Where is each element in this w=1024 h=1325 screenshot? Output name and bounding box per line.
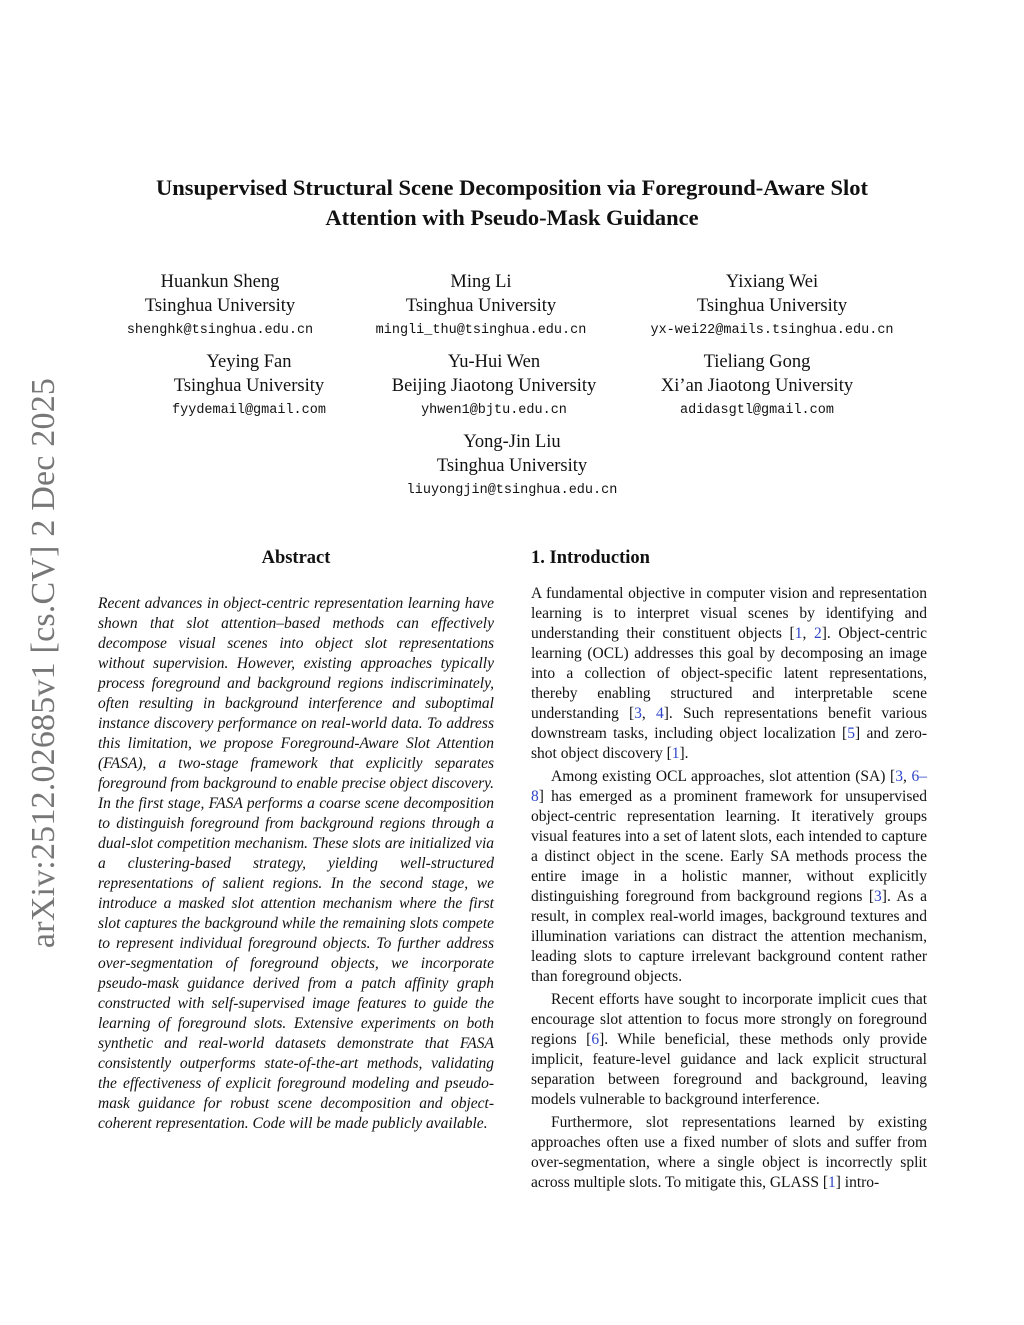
author-affiliation: Xi’an Jiaotong University (660, 376, 854, 396)
author-email[interactable]: fyydemail@gmail.com (172, 403, 326, 418)
author-name: Tieliang Gong (703, 352, 811, 372)
text-run: ] and zero-shot object discovery [ (531, 725, 927, 762)
text-run: ]. Object-centric learning (OCL) addresses this goal by decomposing an image into a collection of object-specific latent representations, thereby enabling structured and interpretable scene understanding [ (531, 625, 928, 722)
author-block (650, 270, 893, 344)
text-run: A fundamental objective in computer vision and representation learning is to interpret visual scenes by identifying and understanding their constituent objects [ (531, 585, 927, 642)
author-block (407, 430, 618, 504)
text-run: , (902, 768, 912, 785)
intro-paragraph-4 (531, 1113, 927, 1193)
citation-link[interactable]: 6 (591, 1031, 600, 1048)
author-block (661, 350, 853, 424)
text-run: Recent efforts have sought to incorporate implicit cues that encourage slot attention to focus more strongly on foreground regions [ (531, 991, 927, 1048)
citation-link[interactable]: 5 (847, 725, 855, 742)
abstract-text (98, 594, 494, 1134)
text-run: , (641, 705, 656, 722)
author-email[interactable]: shenghk@tsinghua.edu.cn (126, 323, 314, 338)
arxiv-side-stamp: arXiv:2512.02685v1 [cs.CV] 2 Dec 2025 (25, 377, 62, 949)
author-block (392, 350, 597, 424)
title-line-2: Attention with Pseudo-Mask Guidance (325, 205, 699, 230)
author-name: Yeying Fan (206, 352, 292, 372)
text-run: ]. While beneficial, these methods only provide implicit, feature-level guidance and lack explicit structural separation between foreground and background, leaving models vulnerable to background interference. (531, 1031, 927, 1108)
title-line-1: Unsupervised Structural Scene Decomposition via Foreground-Aware Slot (155, 175, 869, 200)
intro-paragraph-2 (531, 767, 927, 987)
author-block (172, 350, 326, 424)
text-run: ]. (679, 745, 689, 762)
abstract-heading: Abstract (261, 548, 331, 568)
author-email[interactable]: mingli_thu@tsinghua.edu.cn (375, 323, 587, 338)
author-email[interactable]: yx-wei22@mails.tsinghua.edu.cn (650, 323, 894, 338)
author-affiliation: Tsinghua University (436, 456, 588, 476)
citation-link[interactable]: 1 (671, 745, 680, 762)
intro-paragraph-3 (531, 990, 927, 1110)
author-name: Yong-Jin Liu (463, 432, 561, 452)
text-run: Furthermore, slot representations learned by existing approaches often use a fixed number of slots and suffer from over-segmentation, where a single object is incorrectly split across multiple slots. To mitigate this, GLASS [ (531, 1114, 927, 1191)
citation-link[interactable]: 6–8 (531, 768, 927, 805)
text-run: ] has emerged as a prominent framework for unsupervised object-centric representation learning. It iteratively groups visual features into a set of latent slots, each intended to capture a distinct object in the scene. Early SA methods process the entire image in a holistic manner, without explicitly distinguishing foreground from background regions [ (531, 788, 927, 905)
citation-link[interactable]: 2 (813, 625, 822, 642)
text-run: Among existing OCL approaches, slot attention (SA) [ (551, 768, 896, 785)
introduction-body (531, 584, 927, 1193)
citation-link[interactable]: 3 (895, 768, 903, 785)
author-affiliation: Tsinghua University (696, 296, 848, 316)
author-affiliation: Tsinghua University (144, 296, 296, 316)
author-affiliation: Beijing Jiaotong University (391, 376, 597, 396)
author-email[interactable]: liuyongjin@tsinghua.edu.cn (406, 483, 618, 498)
author-name: Yixiang Wei (725, 272, 819, 292)
intro-paragraph-1 (531, 584, 927, 764)
abstract-paragraph: Recent advances in object-centric representation learning have shown that slot attention–based methods can effectively decompose visual scenes into object slot representations without supervision. However, existing approaches typically process foreground and background regions indiscriminately, often resulting in background interference and suboptimal instance discovery performance on real-world data. To address this limitation, we propose Foreground-Aware Slot Attention (FASA), a two-stage framework that explicitly separates foreground from background to enable precise object discovery. In the first stage, FASA performs a coarse scene decomposition to distinguish foreground from background regions through a dual-slot competition mechanism. These slots are initialized via a clustering-based strategy, yielding well-structured representations of salient regions. In the second stage, we introduce a masked slot attention mechanism where the first slot captures the background while the remaining slots compete to represent individual foreground objects. To further address over-segmentation of foreground objects, we incorporate pseudo-mask guidance derived from a patch affinity graph constructed with self-supervised image features to guide the learning of foreground slots. Extensive experiments on both synthetic and real-world datasets demonstrate that FASA consistently outperforms state-of-the-art methods, validating the effectiveness of explicit foreground modeling and pseudo-mask guidance for robust scene decomposition and object-coherent representation. Code will be made publicly available. (98, 595, 494, 1132)
introduction-heading: 1. Introduction (531, 548, 650, 568)
citation-link[interactable]: 1 (794, 625, 803, 642)
author-email[interactable]: adidasgtl@gmail.com (680, 403, 834, 418)
text-run: ] intro- (835, 1174, 880, 1191)
citation-link[interactable]: 3 (634, 705, 642, 722)
author-affiliation: Tsinghua University (173, 376, 325, 396)
author-block (127, 270, 313, 344)
author-affiliation: Tsinghua University (405, 296, 557, 316)
citation-link[interactable]: 1 (828, 1174, 836, 1191)
author-name: Yu-Hui Wen (447, 352, 541, 372)
author-name: Ming Li (450, 272, 512, 292)
text-run: ]. Such representations benefit various downstream tasks, including object localization [ (531, 705, 927, 742)
citation-link[interactable]: 4 (655, 705, 664, 722)
text-run: , (802, 625, 814, 642)
citation-link[interactable]: 3 (874, 888, 882, 905)
author-email[interactable]: yhwen1@bjtu.edu.cn (421, 403, 567, 418)
author-name: Huankun Sheng (160, 272, 280, 292)
text-run: ]. As a result, in complex real-world images, background textures and illumination variations can distract the attention mechanism, leading slots to capture irrelevant background content rather than foreground objects. (531, 888, 927, 985)
paper-title (120, 173, 904, 233)
author-block (376, 270, 587, 344)
